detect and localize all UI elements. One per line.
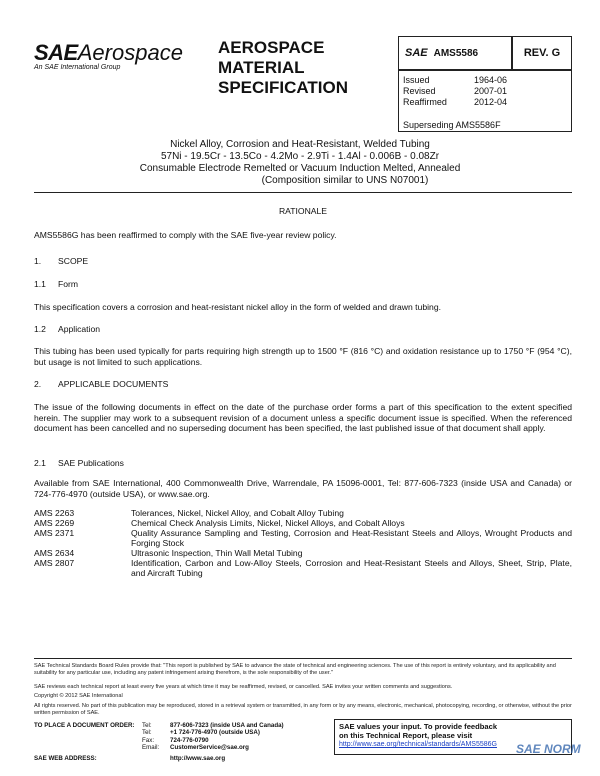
doc-number: AMS5586	[433, 47, 479, 59]
date-row-issued: Issued 1964-06	[403, 75, 507, 85]
section-2-1-heading: 2.1 SAE Publications	[34, 458, 124, 468]
footer-divider	[34, 658, 572, 659]
order-phone-us[interactable]: 877-606-7323 (inside USA and Canada)	[170, 722, 284, 729]
review-notice: SAE reviews each technical report at least every five years at which time it may be reaffirmed, revised, or cancelled. SAE invites your written comments and suggestions.	[34, 684, 453, 690]
logo-tagline: An SAE International Group	[34, 64, 121, 71]
document-type-title	[218, 38, 388, 98]
reference-list	[34, 508, 572, 578]
doc-prefix: SAE	[405, 47, 428, 59]
reference-item: AMS 2807 Identification, Carbon and Low-Alloy Steels, Corrosion and Heat-Resistant Steels and Alloys, Sheet, Strip, Plate, and Aircraft Tubing	[34, 558, 572, 578]
date-row-reaffirmed: Reaffirmed 2012-04	[403, 97, 507, 107]
feedback-line-2: on this Technical Report, please visit	[339, 731, 473, 740]
section-2-text: The issue of the following documents in effect on the date of the purchase order forms a part of this specification to the extent specified herein. The supplier may work to a subsequent revision of a document unless a specific document issue is specified. When the referenced document has been cancelled and no superseding document has been specified, the last published issue of that document shall apply.	[34, 402, 572, 433]
section-2-heading: 2. APPLICABLE DOCUMENTS	[34, 379, 169, 389]
rationale-text: AMS5586G has been reaffirmed to comply with the SAE five-year review policy.	[34, 230, 337, 240]
dates-box	[398, 70, 572, 132]
sae-norm-watermark: SAE NORM	[516, 742, 581, 756]
document-number-box	[398, 36, 512, 70]
section-1-heading: 1. SCOPE	[34, 256, 89, 266]
title-line-3: SPECIFICATION	[218, 78, 349, 97]
subject-line-4: (Composition similar to UNS N07001)	[261, 175, 429, 186]
reference-item: AMS 2634 Ultrasonic Inspection, Thin Wall Metal Tubing	[34, 548, 303, 558]
title-line-2: MATERIAL	[218, 58, 305, 77]
sae-aerospace-logo	[34, 40, 184, 71]
feedback-link[interactable]: http://www.sae.org/technical/standards/AMS5586G	[339, 741, 497, 748]
subject-line-1: Nickel Alloy, Corrosion and Heat-Resistant, Welded Tubing	[170, 139, 430, 150]
revision-box: REV. G	[512, 36, 572, 70]
standards-notice: SAE Technical Standards Board Rules provide that: "This report is published by SAE to advance the state of technical and engineering sciences. The use of this report is entirely voluntary, and its applicability and suitability for any particular use, including any patent infringement arising therefrom, is the sole responsibility of the user."	[34, 663, 556, 676]
order-fax: 724-776-0790	[170, 736, 209, 744]
web-label: SAE WEB ADDRESS:	[34, 754, 97, 762]
reference-item: AMS 2269 Chemical Check Analysis Limits, Nickel, Nickel Alloys, and Cobalt Alloys	[34, 518, 405, 528]
section-1-2-text: This tubing has been used typically for parts requiring high strength up to 1500 °F (816 °C) and oxidation resistance up to 1750 °F (954 °C), but usage is not limited to such applications.	[34, 346, 572, 367]
section-2-1-text: Available from SAE International, 400 Commonwealth Drive, Warrendale, PA 15096-0001, Tel: 877-606-7323 (inside USA and Canada) or 724-776-4970 (outside USA), or www.sae.org.	[34, 478, 572, 499]
logo-secondary: Aerospace	[77, 40, 183, 65]
section-1-1-heading: 1.1 Form	[34, 279, 79, 289]
section-1-2-heading: 1.2 Application	[34, 324, 101, 334]
section-1-1-text: This specification covers a corrosion and heat-resistant nickel alloy in the form of welded and drawn tubing.	[34, 302, 441, 312]
header-divider	[34, 192, 572, 193]
feedback-line-1: SAE values your input. To provide feedback	[339, 722, 498, 731]
logo-primary: SAE	[34, 40, 78, 65]
reference-item: AMS 2263 Tolerances, Nickel, Nickel Alloy, and Cobalt Alloy Tubing	[34, 508, 344, 518]
reference-item: AMS 2371 Quality Assurance Sampling and Testing, Corrosion and Heat-Resistant Steels and Alloys, Wrought Products and Forging Stock	[34, 528, 572, 548]
rights-notice: All rights reserved. No part of this publication may be reproduced, stored in a retrieval system or transmitted, in any form or by any means, electronic, mechanical, photocopying, recording, or otherwise, without the prior written permission of SAE.	[34, 703, 572, 716]
order-phone-intl[interactable]: +1 724-776-4970 (outside USA)	[170, 729, 260, 737]
copyright: Copyright © 2012 SAE International	[34, 693, 123, 699]
document-order-info: TO PLACE A DOCUMENT ORDER: Tel: 877-606-7323 (inside USA and Canada) Tel: +1 724-776-4970 (outside USA) Fax: 724-776-0790 Email: CustomerService@sae.org SAE WEB ADDRESS: http://www.sae.org	[34, 722, 334, 762]
order-label: TO PLACE A DOCUMENT ORDER:	[34, 722, 135, 729]
superseding-note: Superseding AMS5586F	[403, 120, 501, 130]
subject-line-3: Consumable Electrode Remelted or Vacuum Induction Melted, Annealed	[139, 163, 461, 174]
document-subject	[120, 139, 480, 187]
date-row-revised: Revised 2007-01	[403, 86, 507, 96]
rationale-heading: RATIONALE	[278, 206, 328, 216]
order-email[interactable]: CustomerService@sae.org	[170, 744, 249, 752]
title-line-1: AEROSPACE	[218, 38, 325, 57]
subject-line-2: 57Ni - 19.5Cr - 13.5Co - 4.2Mo - 2.9Ti - 1.4Al - 0.006B - 0.08Zr	[160, 151, 440, 162]
web-address-link[interactable]: http://www.sae.org	[170, 754, 226, 762]
